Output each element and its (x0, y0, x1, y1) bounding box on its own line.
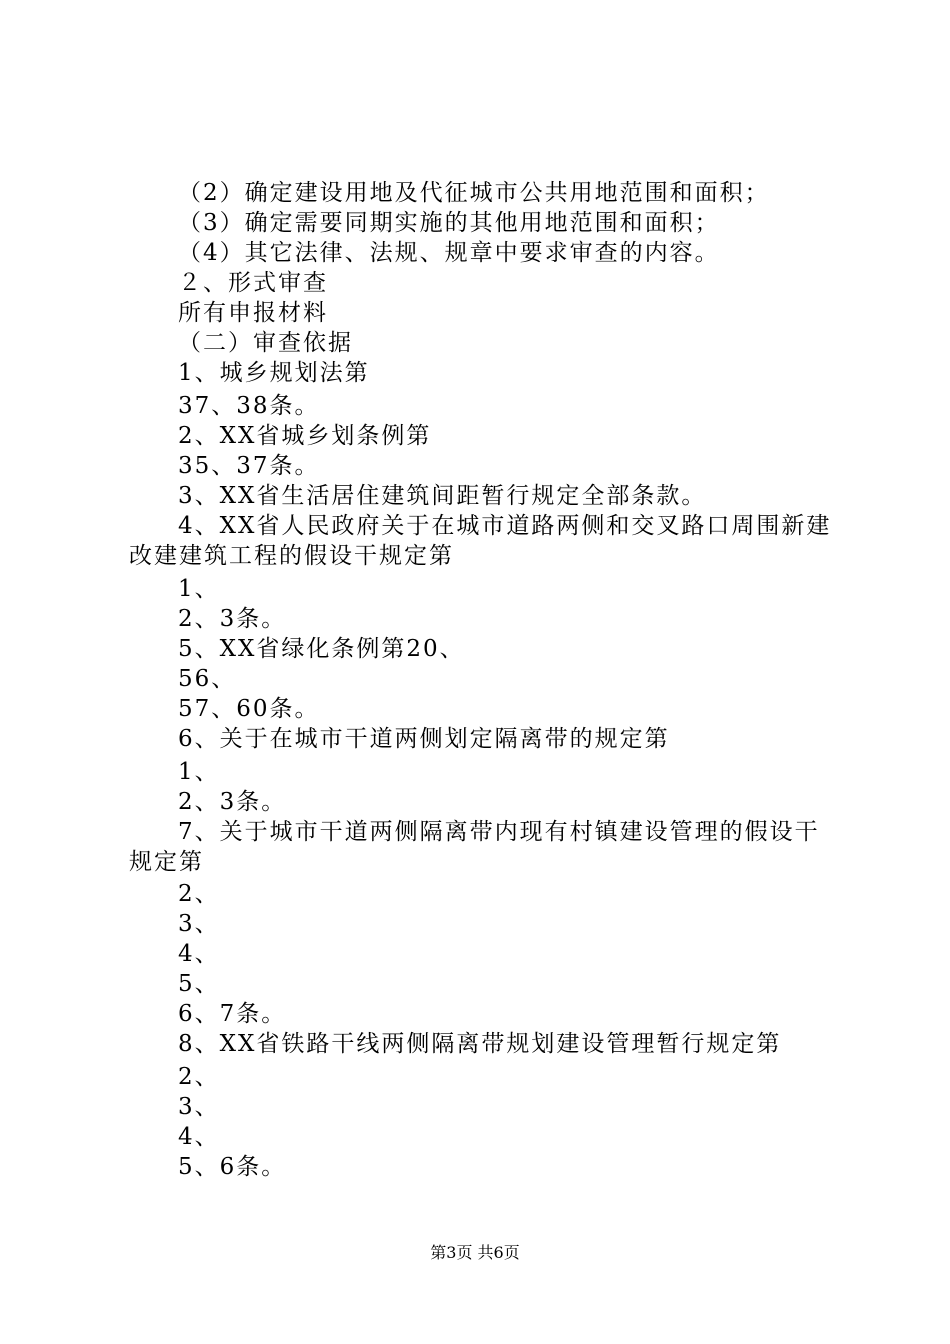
text-line: 2、3条。 (178, 789, 287, 815)
text-line: 所有申报材料 (178, 300, 328, 326)
text-line: 5、6条。 (178, 1154, 287, 1180)
text-line: 7、关于城市干道两侧隔离带内现有村镇建设管理的假设干 (178, 819, 820, 845)
text-line: （2）确定建设用地及代征城市公共用地范围和面积； (178, 180, 770, 206)
text-line: 6、7条。 (178, 1001, 287, 1027)
text-line: （4）其它法律、法规、规章中要求审查的内容。 (178, 240, 720, 266)
text-line: 改建建筑工程的假设干规定第 (129, 543, 454, 569)
text-line: 8、XX省铁路干线两侧隔离带规划建设管理暂行规定第 (178, 1031, 782, 1057)
text-line: 35、37条。 (178, 453, 320, 479)
text-line: 2、XX省城乡划条例第 (178, 423, 432, 449)
text-line: 4、 (178, 1124, 220, 1150)
text-line: 57、60条。 (178, 696, 320, 722)
text-line: 6、关于在城市干道两侧划定隔离带的规定第 (178, 726, 670, 752)
page-number-footer: 第3页 共6页 (430, 1243, 520, 1262)
text-line: 1、 (178, 759, 220, 785)
text-line: 3、 (178, 1094, 220, 1120)
text-line: 规定第 (129, 849, 204, 875)
text-line: 1、 (178, 576, 220, 602)
text-line: （3）确定需要同期实施的其他用地范围和面积； (178, 210, 720, 236)
text-line: 37、38条。 (178, 393, 320, 419)
text-line: 3、XX省生活居住建筑间距暂行规定全部条款。 (178, 483, 707, 509)
text-line: 1、城乡规划法第 (178, 360, 370, 386)
text-line: 2、3条。 (178, 606, 287, 632)
text-line: 5、 (178, 971, 220, 997)
text-line: ２、形式审查 (178, 270, 328, 296)
text-line: 2、 (178, 1064, 220, 1090)
text-line: 56、 (178, 666, 237, 692)
text-line: 4、XX省人民政府关于在城市道路两侧和交叉路口周围新建 (178, 513, 832, 539)
text-line: 5、XX省绿化条例第20、 (178, 636, 465, 662)
text-line: 3、 (178, 911, 220, 937)
text-line: 2、 (178, 881, 220, 907)
text-line: 4、 (178, 941, 220, 967)
text-line: （二）审查依据 (178, 330, 353, 356)
